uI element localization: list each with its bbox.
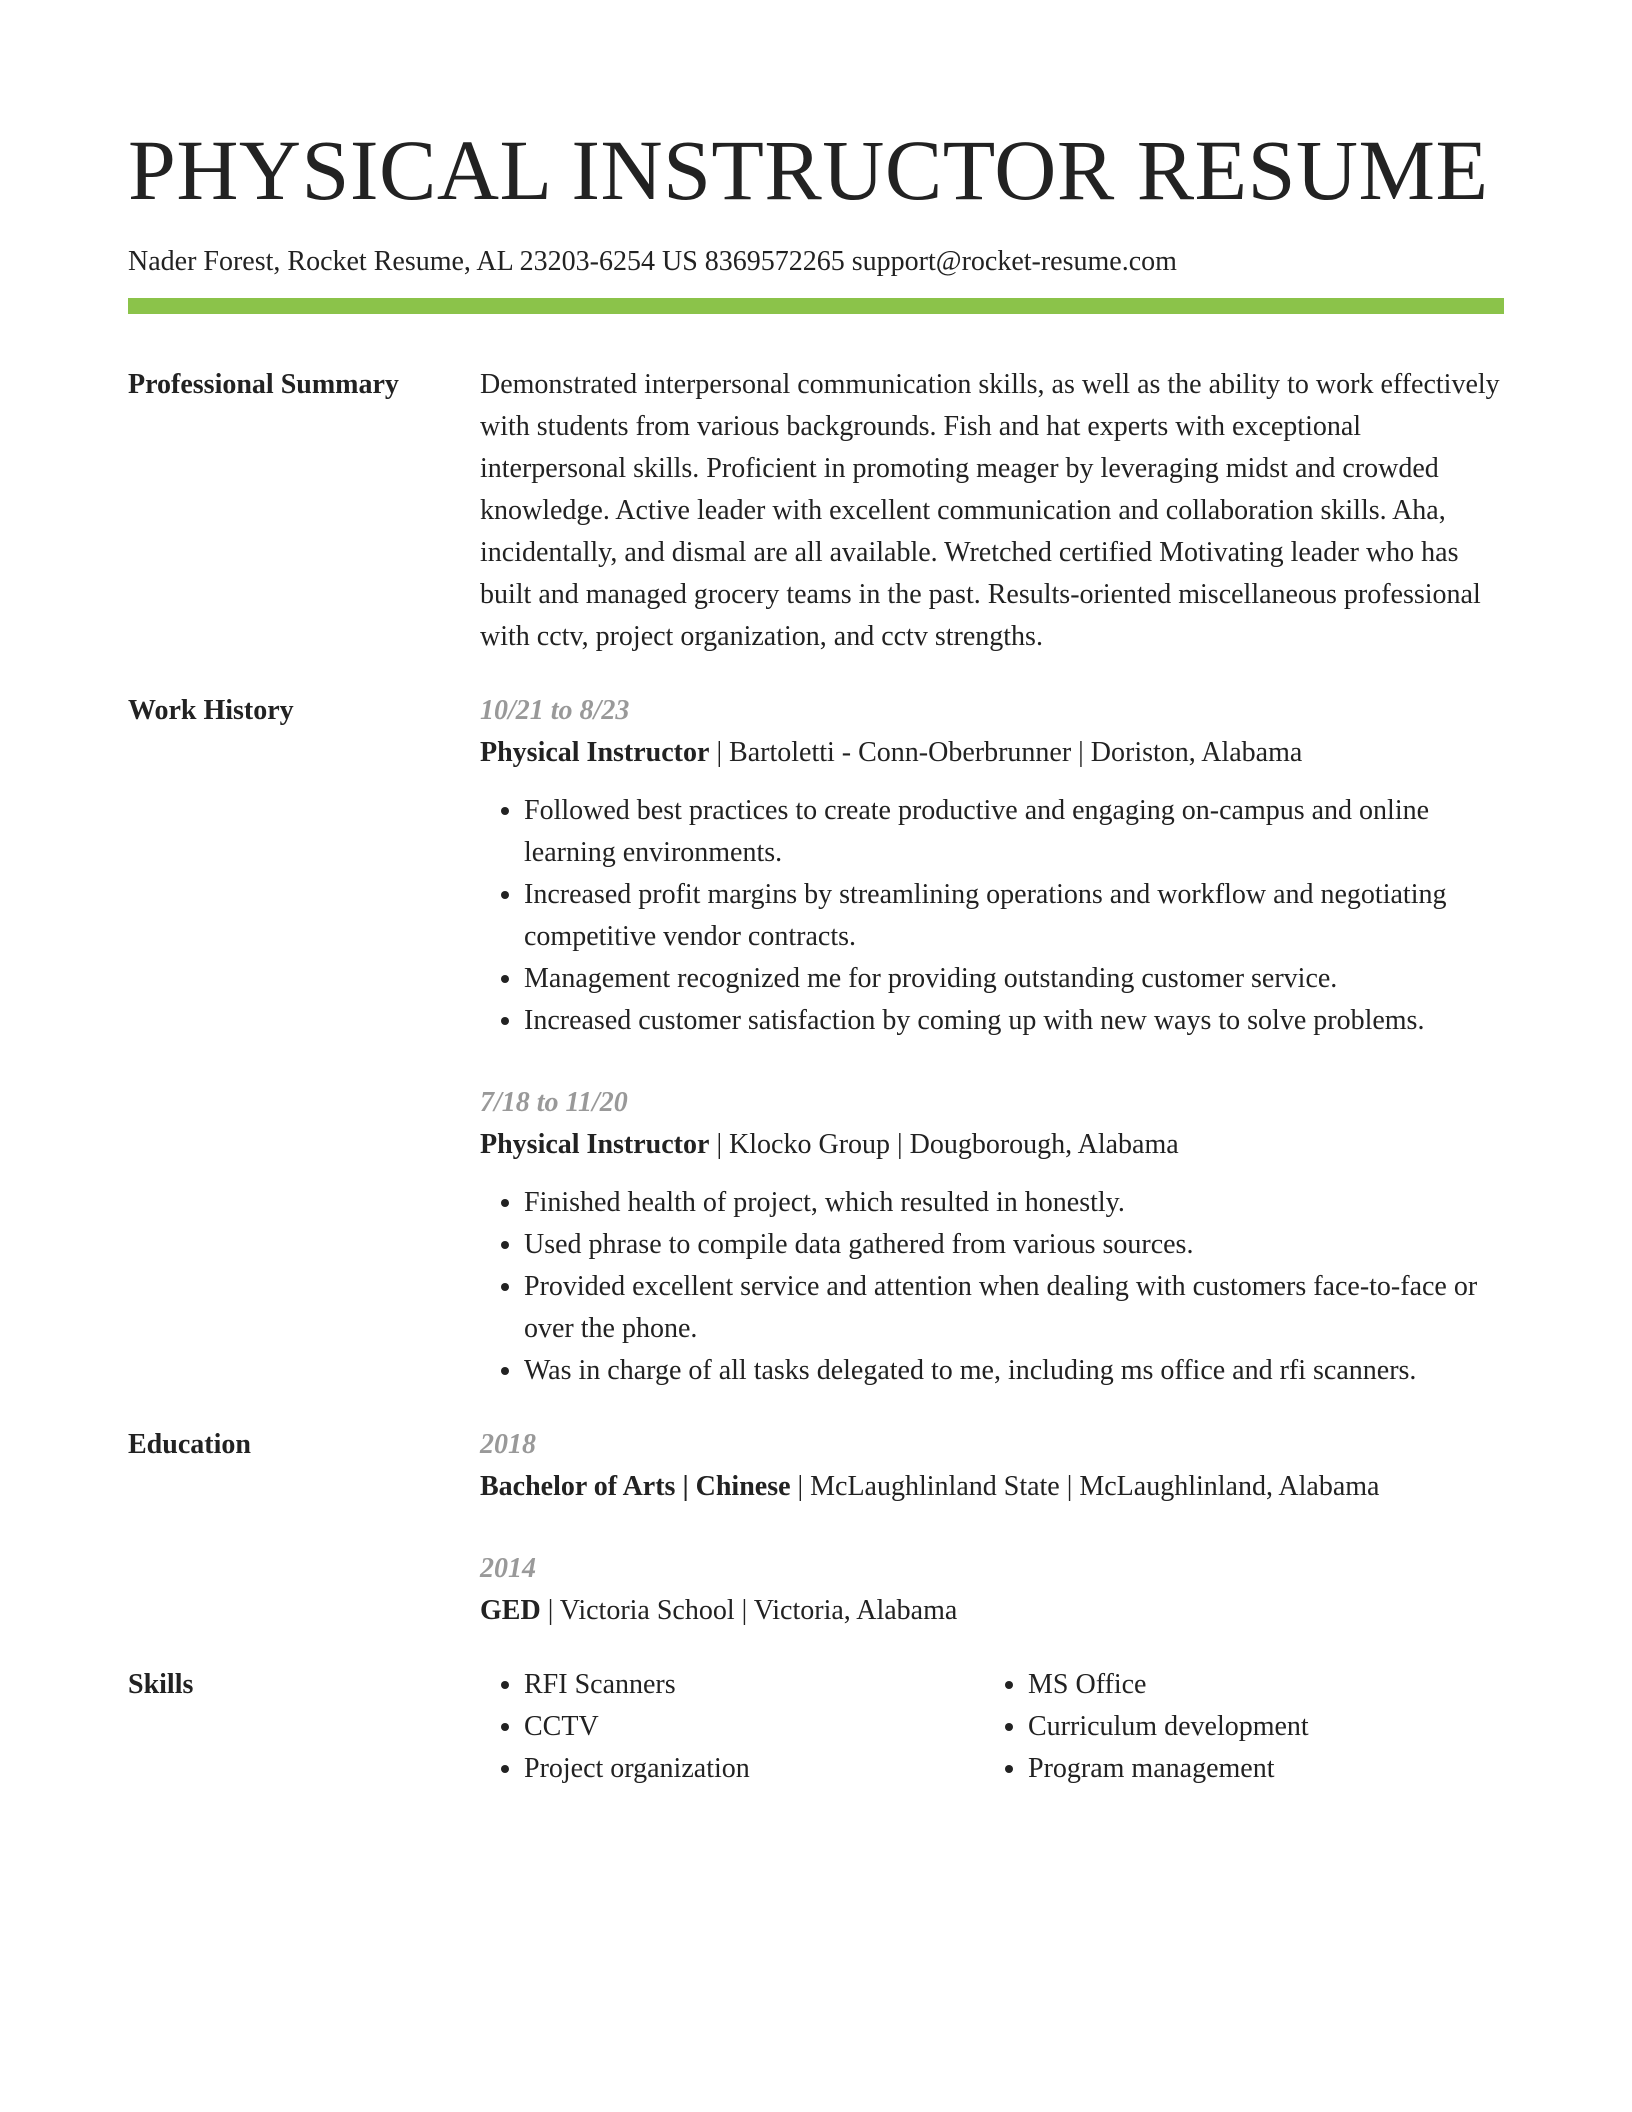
education-entry [480, 1424, 1504, 1508]
job-bullets [480, 790, 1504, 1042]
job-bullet: • Management recognized me for providing outstanding customer service. [524, 958, 1504, 1000]
skill-item: • CCTV [524, 1706, 984, 1748]
job-bullet: • Provided excellent service and attention when dealing with customers face-to-face or over the phone. [524, 1266, 1504, 1350]
education-label: Education [128, 1429, 251, 1460]
job-details: | Bartoletti - Conn-Oberbrunner | Doriston, Alabama [709, 737, 1303, 768]
education-degree: GED [480, 1595, 541, 1626]
job-bullet: • Was in charge of all tasks delegated to me, including ms office and rfi scanners. [524, 1350, 1504, 1392]
contact-email: support@rocket-resume.com [851, 246, 1177, 277]
job-title: Physical Instructor [480, 737, 710, 768]
skill-item: • RFI Scanners [524, 1664, 984, 1706]
skills-list-right [984, 1664, 1488, 1790]
resume-page [128, 0, 1504, 1790]
summary-section [128, 364, 1504, 658]
work-history-section [128, 690, 1504, 1392]
job-heading [480, 1124, 1504, 1166]
summary-label: Professional Summary [128, 369, 399, 400]
contact-line [128, 244, 1504, 280]
job-bullet: • Finished health of project, which resulted in honestly. [524, 1182, 1504, 1224]
job-bullet: • Used phrase to compile data gathered from various sources. [524, 1224, 1504, 1266]
header-divider [128, 298, 1504, 314]
education-details: | Victoria School | Victoria, Alabama [540, 1595, 958, 1626]
education-section [128, 1424, 1504, 1632]
skills-label: Skills [128, 1669, 194, 1700]
job-entry [480, 690, 1504, 1042]
work-history-label: Work History [128, 695, 294, 726]
job-details: | Klocko Group | Dougborough, Alabama [709, 1129, 1179, 1160]
job-dates: 10/21 to 8/23 [480, 695, 630, 726]
contact-phone: 8369572265 [704, 246, 845, 277]
skill-item: • Program management [1028, 1748, 1488, 1790]
job-bullets [480, 1182, 1504, 1392]
work-history-body [480, 690, 1504, 1392]
education-degree: Bachelor of Arts | Chinese [480, 1471, 791, 1502]
skills-grid [480, 1664, 1504, 1790]
education-details: | McLaughlinland State | McLaughlinland, Alabama [790, 1471, 1380, 1502]
education-heading [480, 1590, 1504, 1632]
contact-address: Nader Forest, Rocket Resume, AL 23203-6254 US [128, 246, 698, 277]
education-year: 2018 [480, 1429, 536, 1460]
job-bullet: • Increased customer satisfaction by coming up with new ways to solve problems. [524, 1000, 1504, 1042]
job-entry [480, 1082, 1504, 1392]
skill-item: • Curriculum development [1028, 1706, 1488, 1748]
skills-list-left [480, 1664, 984, 1790]
job-dates: 7/18 to 11/20 [480, 1087, 628, 1118]
job-heading [480, 732, 1504, 774]
resume-title: PHYSICAL INSTRUCTOR RESUME [128, 122, 1489, 218]
skills-section [128, 1664, 1504, 1790]
education-year: 2014 [480, 1553, 536, 1584]
job-title: Physical Instructor [480, 1129, 710, 1160]
skill-item: • Project organization [524, 1748, 984, 1790]
job-bullet: • Increased profit margins by streamlining operations and workflow and negotiating competitive vendor contracts. [524, 874, 1504, 958]
education-entry [480, 1548, 1504, 1632]
education-heading [480, 1466, 1504, 1508]
education-body [480, 1424, 1504, 1632]
job-bullet: • Followed best practices to create productive and engaging on-campus and online learning environments. [524, 790, 1504, 874]
skill-item: • MS Office [1028, 1664, 1488, 1706]
summary-text: Demonstrated interpersonal communication skills, as well as the ability to work effectively with students from various backgrounds. Fish and hat experts with exceptional interpersonal skills. Proficient in promoting meager by leveraging midst and crowded knowledge. Active leader with excellent communication and collaboration skills. Aha, incidentally, and dismal are all available. Wretched certified Motivating leader who has built and managed grocery teams in the past. Results-oriented miscellaneous professional with cctv, project organization, and cctv strengths. [480, 369, 1500, 652]
